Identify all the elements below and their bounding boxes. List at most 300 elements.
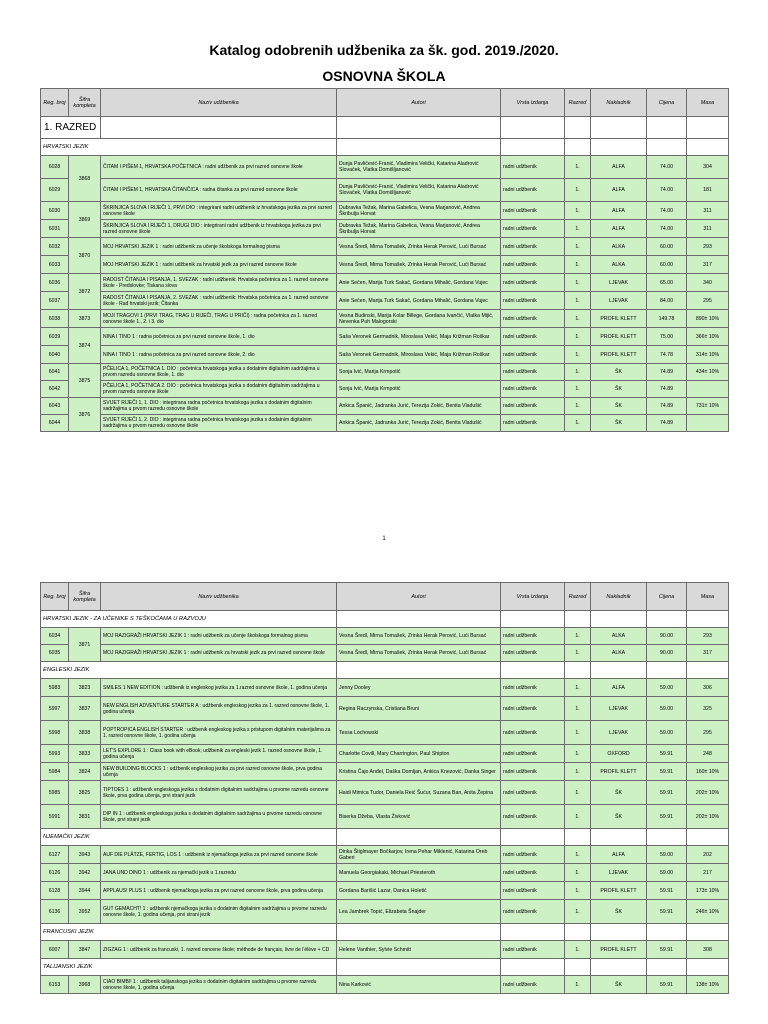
mass-cell: 306 — [687, 679, 729, 697]
mass-cell: 311 — [687, 202, 729, 220]
reg-number-cell: 5991 — [41, 805, 69, 829]
set-code-cell: 3871 — [69, 628, 101, 662]
textbook-title-cell: AUF DIE PLÄTZE, FERTIG, LOS 1 : udžbenik iz njemačkoga jezika za prvi razred osnovne škole — [101, 846, 337, 864]
table-row — [41, 763, 729, 781]
reg-number-cell: 6127 — [41, 846, 69, 864]
price-cell: 60.00 — [647, 256, 687, 274]
reg-number-cell: 6035 — [41, 645, 69, 662]
textbook-title-cell: ČITAM I PIŠEM 1, HRVATSKA ČITANČICA : radna čitanka za prvi razred osnovne škole — [101, 179, 337, 202]
publisher-cell: LJEVAK — [591, 864, 647, 882]
price-cell: 65.00 — [647, 274, 687, 292]
reg-number-cell: 6039 — [41, 328, 69, 346]
table-row — [41, 679, 729, 697]
publisher-cell: ŠK — [591, 364, 647, 381]
grade-cell: 1. — [565, 274, 591, 292]
mass-cell: 317 — [687, 645, 729, 662]
reg-number-cell: 6030 — [41, 202, 69, 220]
table-row — [41, 415, 729, 432]
grade-cell: 1. — [565, 941, 591, 959]
reg-number-cell: 6126 — [41, 864, 69, 882]
textbook-title-cell: MOJI TRAGOVI 1 (PRVI TRAG, TRAG U RIJEČI, TRAG U PRIČI) : radna početnica za 1. razred osnovne škole 1., 2. i 3. dio — [101, 310, 337, 328]
grade-cell: 1. — [565, 346, 591, 364]
authors-cell: Nina Karković — [337, 976, 501, 994]
price-cell: 59.00 — [647, 697, 687, 721]
publisher-cell: PROFIL KLETT — [591, 328, 647, 346]
publisher-cell: PROFIL KLETT — [591, 310, 647, 328]
publisher-cell: OXFORD — [591, 745, 647, 763]
reg-number-cell: 5983 — [41, 679, 69, 697]
price-cell: 84.00 — [647, 292, 687, 310]
table-row — [41, 900, 729, 924]
edition-type-cell: radni udžbenik — [501, 328, 565, 346]
table-row — [41, 645, 729, 662]
textbook-title-cell: POPTROPICA ENGLISH STARTER : udžbenik engleskog jezika s pristupom digitalnim materijalima za 1. razred osnovne škole, 1. godina učenja — [101, 721, 337, 745]
mass-cell: 731± 10% — [687, 398, 729, 415]
textbook-title-cell: PČELICA 1, POČETNICA 2. DIO : početnica hrvatskoga jezika s dodatnim digitalnim sadržajima u prvom razredu osnovne škole — [101, 381, 337, 398]
column-header: Šifra kompleta — [69, 89, 101, 117]
publisher-cell: LJEVAK — [591, 697, 647, 721]
reg-number-cell: 6038 — [41, 310, 69, 328]
textbook-title-cell: NEW ENGLISH ADVENTURE STARTER A : udžbenik engleskog jezika za 1. razred osnovne škole, 1. godina učenja — [101, 697, 337, 721]
grade-cell: 1. — [565, 179, 591, 202]
reg-number-cell: 6029 — [41, 179, 69, 202]
table-row — [41, 292, 729, 310]
publisher-cell: ŠK — [591, 900, 647, 924]
grade-row — [41, 117, 729, 139]
authors-cell: Vesna Šredl, Mirna Tomašek, Zrinka Herak Perović, Lući Bursać — [337, 238, 501, 256]
price-cell: 90.00 — [647, 645, 687, 662]
column-header: Nakladnik — [591, 89, 647, 117]
catalog-table-page-1 — [40, 88, 729, 432]
set-code-cell: 3868 — [69, 156, 101, 202]
authors-cell: Charlotte Covill, Mary Charrington, Paul Shipton — [337, 745, 501, 763]
column-header: Autori — [337, 583, 501, 611]
authors-cell: Gordana Barišić Lazar, Danica Holetić — [337, 882, 501, 900]
set-code-cell: 3968 — [69, 976, 101, 994]
price-cell: 74.00 — [647, 220, 687, 238]
column-header: Reg. broj — [41, 583, 69, 611]
grade-cell: 1. — [565, 679, 591, 697]
publisher-cell: ALFA — [591, 846, 647, 864]
table-header-row — [41, 89, 729, 117]
table-row — [41, 220, 729, 238]
edition-type-cell: radni udžbenik — [501, 364, 565, 381]
textbook-title-cell: MOJ HRVATSKI JEZIK 1 : radni udžbenik za učenje školskoga formalnog pisma — [101, 238, 337, 256]
table-row — [41, 381, 729, 398]
reg-number-cell: 6044 — [41, 415, 69, 432]
table-row — [41, 202, 729, 220]
edition-type-cell: radni udžbenik — [501, 941, 565, 959]
mass-cell: 340 — [687, 274, 729, 292]
mass-cell: 202 — [687, 846, 729, 864]
price-cell: 74.89 — [647, 415, 687, 432]
edition-type-cell: radni udžbenik — [501, 238, 565, 256]
authors-cell: Kristina Čajo Anđel, Daška Domljan, Ankica Knezović, Danka Singer — [337, 763, 501, 781]
subject-row — [41, 924, 729, 941]
set-code-cell: 3873 — [69, 310, 101, 328]
grade-cell: 1. — [565, 381, 591, 398]
column-header: Vrsta izdanja — [501, 89, 565, 117]
subject-label: TALIJANSKI JEZIK — [41, 959, 337, 976]
publisher-cell: ŠK — [591, 805, 647, 829]
authors-cell: Dunja Pavličević-Franić, Vladimira Velički, Katarina Aladrović Slovaček, Vlatka Domišljanović — [337, 156, 501, 179]
price-cell: 59.91 — [647, 763, 687, 781]
edition-type-cell: radni udžbenik — [501, 900, 565, 924]
table-row — [41, 346, 729, 364]
grade-cell: 1. — [565, 864, 591, 882]
textbook-title-cell: PČELICA 1, POČETNICA 1. DIO : početnica hrvatskoga jezika s dodatnim digitalnim sadržajima u prvom razredu osnovne škole, 1. dio — [101, 364, 337, 381]
grade-cell: 1. — [565, 628, 591, 645]
authors-cell: Sonja Ivić, Marija Krmpotić — [337, 364, 501, 381]
subject-label: NJEMAČKI JEZIK — [41, 829, 337, 846]
table-row — [41, 941, 729, 959]
edition-type-cell: radni udžbenik — [501, 645, 565, 662]
textbook-title-cell: SVIJET RIJEČI 1, 2. DIO : integrirana radna početnica hrvatskoga jezika s dodatnim digitalnim sadržajima u prvom razredu osnovne škole — [101, 415, 337, 432]
mass-cell: 173± 10% — [687, 882, 729, 900]
authors-cell: Ankica Španić, Jadranka Jurić, Terezija Zokić, Benita Vladušić — [337, 415, 501, 432]
reg-number-cell: 6007 — [41, 941, 69, 959]
price-cell: 149.78 — [647, 310, 687, 328]
authors-cell: Manuela Georgiakaki, Michael Priesteroth — [337, 864, 501, 882]
authors-cell: Anie Sečen, Marija Turk Sakač, Gordana Mihalić, Gordana Vujec — [337, 274, 501, 292]
set-code-cell: 3872 — [69, 274, 101, 310]
set-code-cell: 3837 — [69, 697, 101, 721]
authors-cell: Vesna Budinski, Marija Kolar Billege, Gordana Ivančić, Vlatka Mijić, Nevenka Puh Malogorski — [337, 310, 501, 328]
publisher-cell: ALFA — [591, 202, 647, 220]
price-cell: 59.00 — [647, 721, 687, 745]
publisher-cell: ALKA — [591, 256, 647, 274]
publisher-cell: ALFA — [591, 156, 647, 179]
authors-cell: Biserka Džeba, Vlasta Živković — [337, 805, 501, 829]
edition-type-cell: radni udžbenik — [501, 679, 565, 697]
grade-cell: 1. — [565, 310, 591, 328]
publisher-cell: LJEVAK — [591, 721, 647, 745]
publisher-cell: ŠK — [591, 415, 647, 432]
grade-cell: 1. — [565, 745, 591, 763]
textbook-title-cell: APPLAUS! PLUS 1 : udžbenik njemačkoga jezika za prvi razred osnovne škole, prva godina učenja — [101, 882, 337, 900]
set-code-cell: 3943 — [69, 846, 101, 864]
price-cell: 59.91 — [647, 976, 687, 994]
mass-cell: 890± 10% — [687, 310, 729, 328]
price-cell: 74.89 — [647, 364, 687, 381]
textbook-title-cell: DIP IN 1 : udžbenik engleskoga jezika s dodatnim digitalnim sadržajima u prvome razredu osnovne škole, prvi strani jezik — [101, 805, 337, 829]
mass-cell: 308 — [687, 941, 729, 959]
subject-label: ENGLESKI JEZIK — [41, 662, 337, 679]
textbook-title-cell: NINA I TINO 1 : radna početnica za prvi razred osnovne škole, 2. dio — [101, 346, 337, 364]
grade-cell: 1. — [565, 256, 591, 274]
grade-cell: 1. — [565, 238, 591, 256]
publisher-cell: LJEVAK — [591, 274, 647, 292]
column-header: Masa — [687, 89, 729, 117]
publisher-cell: LJEVAK — [591, 292, 647, 310]
column-header: Autori — [337, 89, 501, 117]
set-code-cell: 3847 — [69, 941, 101, 959]
price-cell: 74.78 — [647, 346, 687, 364]
edition-type-cell: radni udžbenik — [501, 381, 565, 398]
authors-cell: Vesna Šredl, Mirna Tomašek, Zrinka Herak Perović, Lući Bursać — [337, 256, 501, 274]
authors-cell: Haidi Mimica Tudor, Daniela Reić Šućur, Suzana Ban, Anita Žepina — [337, 781, 501, 805]
table-row — [41, 697, 729, 721]
edition-type-cell: radni udžbenik — [501, 846, 565, 864]
table-row — [41, 274, 729, 292]
grade-cell: 1. — [565, 976, 591, 994]
page-subtitle: OSNOVNA ŠKOLA — [322, 68, 446, 84]
grade-cell: 1. — [565, 220, 591, 238]
price-cell: 59.00 — [647, 864, 687, 882]
publisher-cell: ALFA — [591, 220, 647, 238]
textbook-title-cell: SMILES 1 NEW EDITION : udžbenik iz engleskog jezika za 1.razred osnovne škole, 1. godina učenja — [101, 679, 337, 697]
grade-cell: 1. — [565, 398, 591, 415]
edition-type-cell: radni udžbenik — [501, 805, 565, 829]
textbook-title-cell: CIAO BIMBI! 1 : udžbenik talijanskoga jezika s dodatnim digitalnim sadržajima u prvome razredu osnovne škole, 1. godina učenja — [101, 976, 337, 994]
price-cell: 90.00 — [647, 628, 687, 645]
price-cell: 74.89 — [647, 398, 687, 415]
edition-type-cell: radni udžbenik — [501, 346, 565, 364]
grade-cell: 1. — [565, 900, 591, 924]
edition-type-cell: radni udžbenik — [501, 202, 565, 220]
grade-cell: 1. — [565, 763, 591, 781]
grade-label: 1. RAZRED — [41, 117, 101, 139]
edition-type-cell: radni udžbenik — [501, 156, 565, 179]
price-cell: 59.00 — [647, 846, 687, 864]
table-row — [41, 179, 729, 202]
price-cell: 59.91 — [647, 805, 687, 829]
column-header: Šifra kompleta — [69, 583, 101, 611]
publisher-cell: PROFIL KLETT — [591, 941, 647, 959]
textbook-title-cell: LET'S EXPLORE 1 : Class book with eBook; udžbenik za engleski jezik 1. razred osnovne škole, 1. godina učenja — [101, 745, 337, 763]
column-header: Naziv udžbenika — [101, 89, 337, 117]
textbook-title-cell: MOJ RAZIGRAŽI HRVATSKI JEZIK 1 : radni udžbenik za učenje školskoga formalnog pisma — [101, 628, 337, 645]
textbook-title-cell: RADOST ČITANJA I PISANJA, 2. SVEZAK : radni udžbenik: Hrvatska početnica za 1. razred osnovne škole - Rađ hrvatski jezik; Čitanka — [101, 292, 337, 310]
reg-number-cell: 6032 — [41, 238, 69, 256]
table-row — [41, 328, 729, 346]
table-row — [41, 398, 729, 415]
set-code-cell: 3833 — [69, 745, 101, 763]
subject-label: HRVATSKI JEZIK — [41, 139, 337, 156]
table-row — [41, 156, 729, 179]
set-code-cell: 3874 — [69, 328, 101, 364]
mass-cell: 295 — [687, 721, 729, 745]
column-header: Razred — [565, 583, 591, 611]
column-header: Cijena — [647, 89, 687, 117]
set-code-cell: 3824 — [69, 763, 101, 781]
edition-type-cell: radni udžbenik — [501, 220, 565, 238]
authors-cell: Lea Jambrek Topić, Elizabeta Šnajder — [337, 900, 501, 924]
textbook-title-cell: MOJ RAZIGRAŽI HRVATSKI JEZIK 1 : radni udžbenik za hrvatski jezik za prvi razred osnovne škole — [101, 645, 337, 662]
edition-type-cell: radni udžbenik — [501, 310, 565, 328]
textbook-title-cell: SVIJET RIJEČI 1, 1. DIO : integrirana radna početnica hrvatskoga jezika s dodatnim digitalnim sadržajima u prvom razredu osnovne škole — [101, 398, 337, 415]
edition-type-cell: radni udžbenik — [501, 721, 565, 745]
catalog-table-page-2 — [40, 582, 729, 994]
mass-cell: 160± 10% — [687, 763, 729, 781]
grade-cell: 1. — [565, 846, 591, 864]
mass-cell: 434± 10% — [687, 364, 729, 381]
mass-cell — [687, 381, 729, 398]
set-code-cell: 3875 — [69, 364, 101, 398]
edition-type-cell: radni udžbenik — [501, 256, 565, 274]
column-header: Masa — [687, 583, 729, 611]
reg-number-cell: 5997 — [41, 697, 69, 721]
mass-cell: 317 — [687, 256, 729, 274]
publisher-cell: PROFIL KLETT — [591, 882, 647, 900]
reg-number-cell: 5998 — [41, 721, 69, 745]
subject-row — [41, 139, 729, 156]
authors-cell: Dunja Pavličević-Franić, Vladimira Velički, Katarina Aladrović Slovaček, Vlatka Domišljanović — [337, 179, 501, 202]
edition-type-cell: radni udžbenik — [501, 179, 565, 202]
reg-number-cell: 6028 — [41, 156, 69, 179]
edition-type-cell: radni udžbenik — [501, 763, 565, 781]
grade-cell: 1. — [565, 805, 591, 829]
price-cell: 74.00 — [647, 179, 687, 202]
reg-number-cell: 5993 — [41, 745, 69, 763]
grade-cell: 1. — [565, 364, 591, 381]
mass-cell — [687, 415, 729, 432]
grade-cell: 1. — [565, 781, 591, 805]
authors-cell: Anie Sečen, Marija Turk Sakač, Gordana Mihalić, Gordana Vujec — [337, 292, 501, 310]
set-code-cell: 3944 — [69, 882, 101, 900]
publisher-cell: ŠK — [591, 398, 647, 415]
column-header: Vrsta izdanja — [501, 583, 565, 611]
reg-number-cell: 6041 — [41, 364, 69, 381]
authors-cell: Saša Veronek Germadnik, Miroslava Vekić, Maja Križman Roškar — [337, 346, 501, 364]
mass-cell: 246± 10% — [687, 900, 729, 924]
edition-type-cell: radni udžbenik — [501, 976, 565, 994]
subject-label: HRVATSKI JEZIK - ZA UČENIKE S TEŠKOĆAMA U RAZVOJU — [41, 611, 337, 628]
authors-cell: Jenny Dooley — [337, 679, 501, 697]
table-row — [41, 721, 729, 745]
publisher-cell: ALKA — [591, 628, 647, 645]
reg-number-cell: 6136 — [41, 900, 69, 924]
authors-cell: Dinka Štiglmayer Bočkarjov, Irena Pehar Miklenić, Katarina Oreb Gaberi — [337, 846, 501, 864]
table-row — [41, 628, 729, 645]
reg-number-cell: 6034 — [41, 628, 69, 645]
price-cell: 60.00 — [647, 238, 687, 256]
reg-number-cell: 6042 — [41, 381, 69, 398]
textbook-title-cell: NEW BUILDING BLOCKS 1 : udžbenik engleskog jezika za prvi razred osnovne škole, prva godina učenja — [101, 763, 337, 781]
set-code-cell: 3952 — [69, 900, 101, 924]
reg-number-cell: 6031 — [41, 220, 69, 238]
textbook-title-cell: TIPTOES 1 : udžbenik engleskoga jezika s dodatnim digitalnim sadržajima u prvome razredu osnovne škole, prva godina učenja, prvi strani jezik — [101, 781, 337, 805]
authors-cell: Ankica Španić, Jadranka Jurić, Terezija Zokić, Benita Vladušić — [337, 398, 501, 415]
mass-cell: 293 — [687, 628, 729, 645]
mass-cell: 325 — [687, 697, 729, 721]
set-code-cell: 3831 — [69, 805, 101, 829]
publisher-cell: ALKA — [591, 238, 647, 256]
table-row — [41, 256, 729, 274]
price-cell: 59.91 — [647, 882, 687, 900]
mass-cell: 181 — [687, 179, 729, 202]
mass-cell: 311 — [687, 220, 729, 238]
column-header: Naziv udžbenika — [101, 583, 337, 611]
textbook-title-cell: RADOST ČITANJA I PISANJA, 1. SVEZAK : radni udžbenik: Hrvatska početnica za 1. razred osnovne škole - Predslovke; Tiskana slova — [101, 274, 337, 292]
grade-cell: 1. — [565, 202, 591, 220]
table-row — [41, 882, 729, 900]
authors-cell: Tessa Lochowski — [337, 721, 501, 745]
price-cell: 59.00 — [647, 679, 687, 697]
edition-type-cell: radni udžbenik — [501, 864, 565, 882]
publisher-cell: PROFIL KLETT — [591, 346, 647, 364]
edition-type-cell: radni udžbenik — [501, 274, 565, 292]
set-code-cell: 3870 — [69, 238, 101, 274]
table-row — [41, 846, 729, 864]
edition-type-cell: radni udžbenik — [501, 415, 565, 432]
grade-cell: 1. — [565, 697, 591, 721]
price-cell: 75.00 — [647, 328, 687, 346]
authors-cell: Dubravka Težak, Marina Gabelica, Vesna Marjanović, Andrea Škribulja Horvat — [337, 202, 501, 220]
set-code-cell: 3825 — [69, 781, 101, 805]
publisher-cell: ŠK — [591, 781, 647, 805]
publisher-cell: ALFA — [591, 179, 647, 202]
authors-cell: Saša Veronek Germadnik, Miroslava Vekić, Maja Križman Roškar — [337, 328, 501, 346]
column-header: Cijena — [647, 583, 687, 611]
price-cell: 59.91 — [647, 941, 687, 959]
authors-cell: Vesna Šredl, Mirna Tomašek, Zrinka Herak Perović, Lući Bursać — [337, 645, 501, 662]
table-header-row — [41, 583, 729, 611]
set-code-cell: 3876 — [69, 398, 101, 432]
subject-label: FRANCUSKI JEZIK — [41, 924, 337, 941]
reg-number-cell: 6036 — [41, 274, 69, 292]
price-cell: 74.00 — [647, 202, 687, 220]
textbook-title-cell: ŠKRINJICA SLOVA I RIJEČI 1, PRVI DIO : integrirani radni udžbenik iz hrvatskoga jezika za prvi razred osnovne škole — [101, 202, 337, 220]
page-number: 1 — [382, 536, 386, 542]
column-header: Razred — [565, 89, 591, 117]
table-row — [41, 745, 729, 763]
reg-number-cell: 6040 — [41, 346, 69, 364]
grade-cell: 1. — [565, 415, 591, 432]
subject-row — [41, 662, 729, 679]
subject-row — [41, 829, 729, 846]
edition-type-cell: radni udžbenik — [501, 697, 565, 721]
textbook-title-cell: NINA I TINO 1 : radna početnica za prvi razred osnovne škole, 1. dio — [101, 328, 337, 346]
reg-number-cell: 6037 — [41, 292, 69, 310]
textbook-title-cell: JANA UND DINO 1 : udžbenik za njemački jezik u 1.razredu — [101, 864, 337, 882]
mass-cell: 314± 10% — [687, 346, 729, 364]
publisher-cell: ŠK — [591, 976, 647, 994]
edition-type-cell: radni udžbenik — [501, 882, 565, 900]
publisher-cell: PROFIL KLETT — [591, 763, 647, 781]
reg-number-cell: 5984 — [41, 763, 69, 781]
mass-cell: 202± 10% — [687, 805, 729, 829]
set-code-cell: 3838 — [69, 721, 101, 745]
set-code-cell: 3869 — [69, 202, 101, 238]
authors-cell: Helene Vanthier, Sylvie Schmitt — [337, 941, 501, 959]
table-row — [41, 864, 729, 882]
textbook-title-cell: ŠKRINJICA SLOVA I RIJEČI 1, DRUGI DIO : integrirani radni udžbenik iz hrvatskoga jezika za prvi razred osnovne škole — [101, 220, 337, 238]
edition-type-cell: radni udžbenik — [501, 745, 565, 763]
price-cell: 74.00 — [647, 156, 687, 179]
mass-cell: 293 — [687, 238, 729, 256]
price-cell: 59.91 — [647, 781, 687, 805]
authors-cell: Sonja Ivić, Marija Krmpotić — [337, 381, 501, 398]
authors-cell: Regina Raczynska, Cristiana Bruni — [337, 697, 501, 721]
publisher-cell: ALFA — [591, 679, 647, 697]
reg-number-cell: 6128 — [41, 882, 69, 900]
table-row — [41, 781, 729, 805]
textbook-title-cell: MOJ HRVATSKI JEZIK 1 : radni udžbenik za hrvatski jezik za prvi razred osnovne škole — [101, 256, 337, 274]
subject-row — [41, 959, 729, 976]
edition-type-cell: radni udžbenik — [501, 781, 565, 805]
set-code-cell: 3823 — [69, 679, 101, 697]
grade-cell: 1. — [565, 156, 591, 179]
column-header: Nakladnik — [591, 583, 647, 611]
reg-number-cell: 6033 — [41, 256, 69, 274]
textbook-title-cell: ZIGZAG 1 : udžbenik za francuski, 1. razred osnovne škole; méthode de français, livre de l'élève + CD — [101, 941, 337, 959]
reg-number-cell: 5985 — [41, 781, 69, 805]
column-header: Reg. broj — [41, 89, 69, 117]
price-cell: 59.91 — [647, 745, 687, 763]
reg-number-cell: 6153 — [41, 976, 69, 994]
edition-type-cell: radni udžbenik — [501, 398, 565, 415]
